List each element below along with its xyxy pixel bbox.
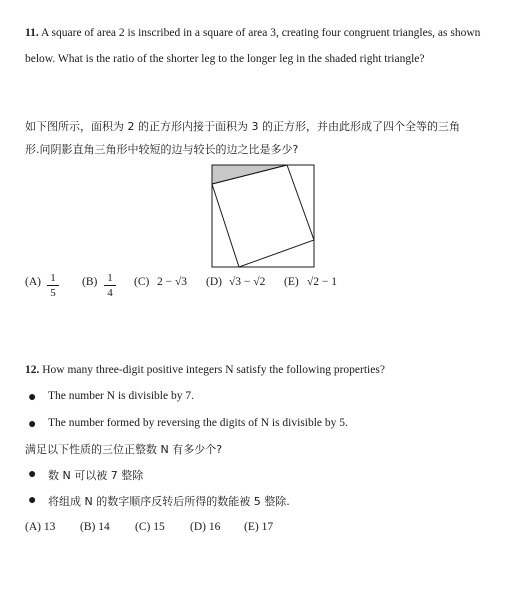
q11-choice-e-label: (E) (284, 276, 299, 288)
inner-square (212, 165, 314, 267)
q11-choices (25, 272, 485, 302)
q11-english-text-1: A square of area 2 is inscribed in a square of area 3, creating four congruent triangles, as shown (41, 27, 481, 39)
q11-choice-a-fraction: 1 5 (47, 272, 59, 299)
q12-choice-a: (A) 13 (25, 521, 56, 533)
q11-choice-c-label: (C) (134, 276, 150, 288)
q11-choice-d-label: (D) (206, 276, 222, 288)
q12-english-text: How many three-digit positive integers N satisfy the following properties? (42, 364, 385, 376)
q11-choice-c-value: 2 − √3 (157, 276, 188, 288)
q11-choice-b-fraction: 1 4 (104, 272, 116, 299)
q11-choice-d-value: √3 − √2 (229, 276, 266, 288)
q12-chinese-question: 满足以下性质的三位正整数 N 有多少个? (25, 443, 223, 456)
q11-choice-b-label: (B) (82, 276, 98, 288)
q12-bullet-en-1-dot: ● (28, 390, 37, 405)
q11-choice-a-label: (A) (25, 276, 41, 288)
q12-bullet-zh-2-dot: ● (28, 493, 37, 508)
q11-choice-e-value: √2 − 1 (307, 276, 338, 288)
q12-bullet-en-2-dot: ● (28, 417, 37, 432)
q12-choice-c: (C) 15 (135, 521, 165, 533)
q12-choice-e: (E) 17 (244, 521, 274, 533)
q11-figure (211, 164, 315, 268)
q12-choices (25, 521, 325, 537)
q11-chinese-line-2: 形.问阴影直角三角形中较短的边与较长的边之比是多少? (25, 143, 299, 156)
q11-english-line-2: below. What is the ratio of the shorter leg to the longer leg in the shaded right triangle? (25, 53, 425, 65)
q12-english-question (25, 364, 385, 376)
q11-number: 11. (25, 27, 39, 39)
q12-bullet-zh-2: 将组成 N 的数字顺序反转后所得的数能被 5 整除. (48, 495, 290, 508)
q12-bullet-zh-1-dot: ● (28, 467, 37, 482)
q12-bullet-en-1: The number N is divisible by 7. (48, 390, 194, 402)
q12-choice-b: (B) 14 (80, 521, 110, 533)
q11-english-line-1 (25, 27, 480, 39)
q12-bullet-en-2: The number formed by reversing the digits of N is divisible by 5. (48, 417, 348, 429)
q12-bullet-zh-1: 数 N 可以被 7 整除 (48, 469, 144, 482)
q11-chinese-line-1: 如下图所示，面积为 2 的正方形内接于面积为 3 的正方形，并由此形成了四个全等的三角 (25, 120, 460, 133)
q12-choice-d: (D) 16 (190, 521, 221, 533)
q12-number: 12. (25, 364, 40, 376)
